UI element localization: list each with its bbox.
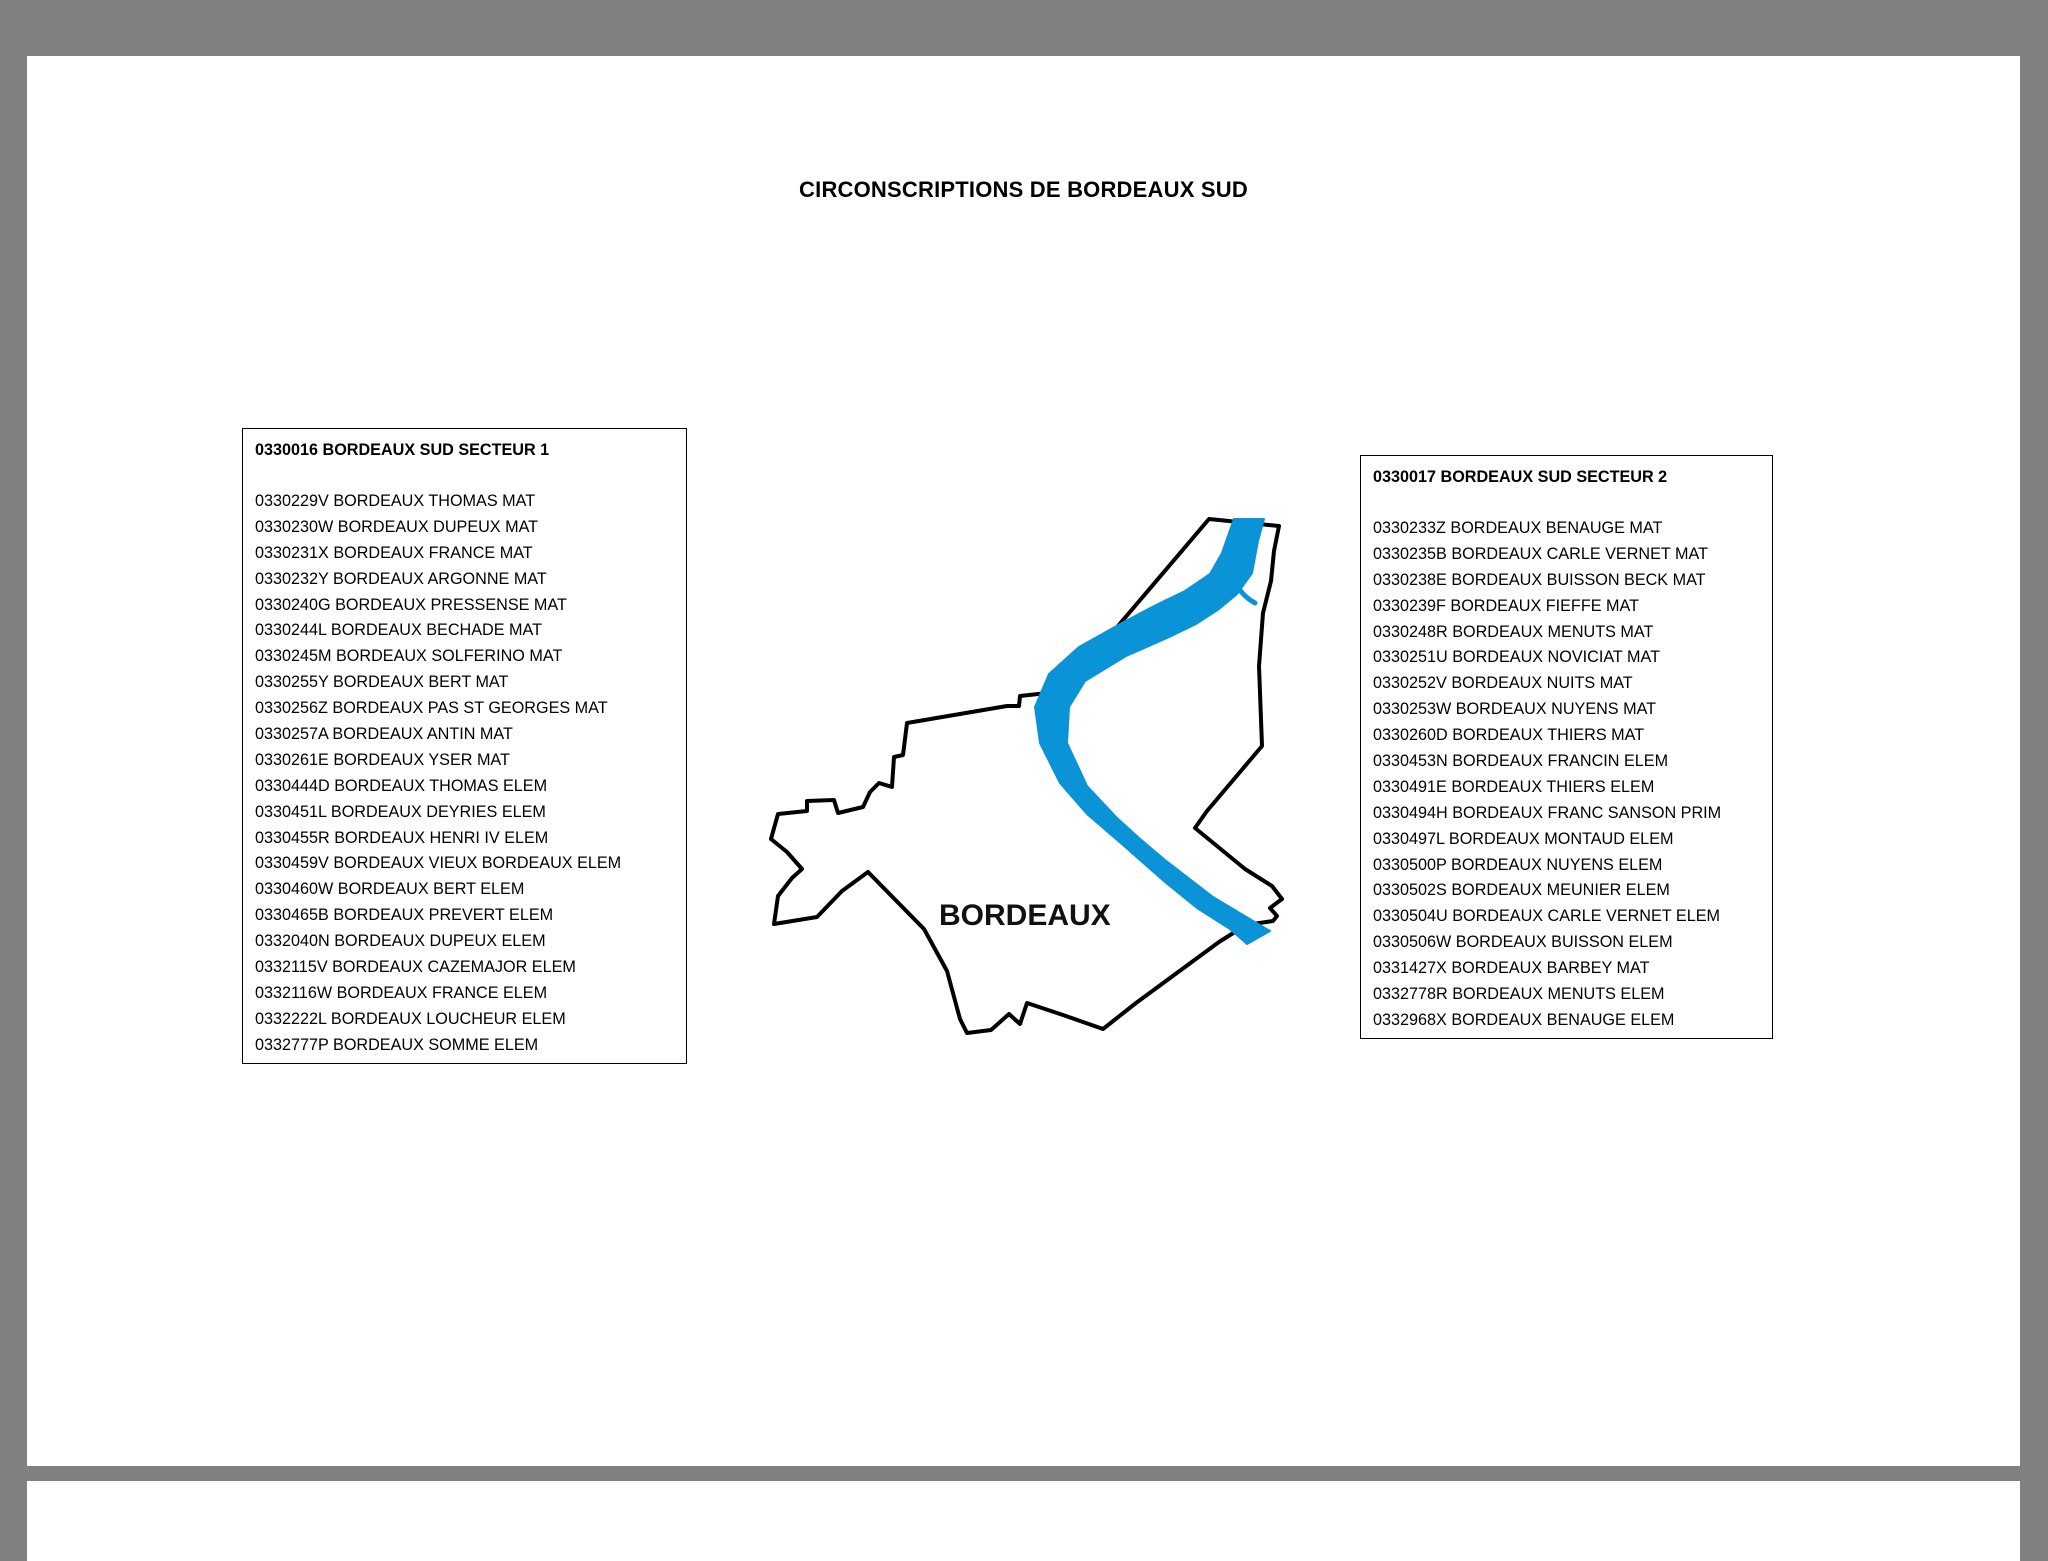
school-list-item: 0330248R BORDEAUX MENUTS MAT xyxy=(1373,622,1654,641)
sector-1-box xyxy=(242,428,687,1064)
school-list-item: 0330232Y BORDEAUX ARGONNE MAT xyxy=(255,569,547,588)
school-list-item: 0331427X BORDEAUX BARBEY MAT xyxy=(1373,959,1650,978)
school-list-item: 0330240G BORDEAUX PRESSENSE MAT xyxy=(255,595,567,614)
sector-1-heading: 0330016 BORDEAUX SUD SECTEUR 1 xyxy=(255,441,550,459)
school-list-item: 0330506W BORDEAUX BUISSON ELEM xyxy=(1373,933,1673,952)
school-list-item: 0330229V BORDEAUX THOMAS MAT xyxy=(255,492,536,510)
spacer xyxy=(1373,490,1760,516)
school-list-item: 0330253W BORDEAUX NUYENS MAT xyxy=(1373,700,1657,719)
document-page xyxy=(27,56,2020,1466)
school-list-item: 0330261E BORDEAUX YSER MAT xyxy=(255,750,510,769)
spacer xyxy=(255,463,674,489)
school-list-item: 0330257A BORDEAUX ANTIN MAT xyxy=(255,725,513,744)
sector-1-school-list xyxy=(255,489,674,1059)
school-list-item: 0330444D BORDEAUX THOMAS ELEM xyxy=(255,776,548,795)
school-list-item: 0330239F BORDEAUX FIEFFE MAT xyxy=(1373,596,1639,615)
school-list-item: 0332040N BORDEAUX DUPEUX ELEM xyxy=(255,932,546,951)
school-list-item: 0330230W BORDEAUX DUPEUX MAT xyxy=(255,517,539,536)
school-list-item: 0330260D BORDEAUX THIERS MAT xyxy=(1373,726,1645,745)
school-list-item: 0330252V BORDEAUX NUITS MAT xyxy=(1373,674,1633,693)
city-label: BORDEAUX xyxy=(939,899,1111,932)
map-svg xyxy=(767,511,1297,1126)
school-list-item: 0330497L BORDEAUX MONTAUD ELEM xyxy=(1373,829,1674,848)
page-title: CIRCONSCRIPTIONS DE BORDEAUX SUD xyxy=(799,177,1248,202)
sector-2-heading: 0330017 BORDEAUX SUD SECTEUR 2 xyxy=(1373,468,1668,486)
school-list-item: 0330245M BORDEAUX SOLFERINO MAT xyxy=(255,647,563,666)
school-list-item: 0330233Z BORDEAUX BENAUGE MAT xyxy=(1373,519,1663,537)
sector-2-school-list xyxy=(1373,516,1760,1034)
school-list-item: 0330494H BORDEAUX FRANC SANSON PRIM xyxy=(1373,803,1722,822)
school-list-item: 0332116W BORDEAUX FRANCE ELEM xyxy=(255,983,548,1002)
school-list-item: 0330231X BORDEAUX FRANCE MAT xyxy=(255,543,533,562)
school-list-item: 0330238E BORDEAUX BUISSON BECK MAT xyxy=(1373,570,1706,589)
school-list-item: 0330491E BORDEAUX THIERS ELEM xyxy=(1373,777,1655,796)
school-list-item: 0330504U BORDEAUX CARLE VERNET ELEM xyxy=(1373,907,1720,926)
bordeaux-map xyxy=(767,511,1297,1126)
school-list-item: 0330465B BORDEAUX PREVERT ELEM xyxy=(255,906,554,925)
school-list-item: 0330502S BORDEAUX MEUNIER ELEM xyxy=(1373,881,1670,900)
school-list-item: 0330251U BORDEAUX NOVICIAT MAT xyxy=(1373,648,1660,667)
school-list-item: 0332777P BORDEAUX SOMME ELEM xyxy=(255,1035,539,1054)
school-list-item: 0330256Z BORDEAUX PAS ST GEORGES MAT xyxy=(255,699,608,718)
school-list-item: 0330451L BORDEAUX DEYRIES ELEM xyxy=(255,802,546,821)
school-list-item: 0330455R BORDEAUX HENRI IV ELEM xyxy=(255,828,549,847)
school-list-item: 0330460W BORDEAUX BERT ELEM xyxy=(255,880,525,899)
school-list-item: 0332115V BORDEAUX CAZEMAJOR ELEM xyxy=(255,958,576,977)
school-list-item: 0332778R BORDEAUX MENUTS ELEM xyxy=(1373,985,1665,1004)
school-list-item: 0330255Y BORDEAUX BERT MAT xyxy=(255,673,509,692)
school-list-item: 0332968X BORDEAUX BENAUGE ELEM xyxy=(1373,1010,1675,1029)
school-list-item: 0330235B BORDEAUX CARLE VERNET MAT xyxy=(1373,544,1708,563)
school-list-item: 0330453N BORDEAUX FRANCIN ELEM xyxy=(1373,752,1669,771)
school-list-item: 0330244L BORDEAUX BECHADE MAT xyxy=(255,621,542,640)
school-list-item: 0332222L BORDEAUX LOUCHEUR ELEM xyxy=(255,1009,566,1028)
next-page-edge xyxy=(27,1481,2020,1561)
school-list-item: 0330459V BORDEAUX VIEUX BORDEAUX ELEM xyxy=(255,854,622,873)
school-list-item: 0330500P BORDEAUX NUYENS ELEM xyxy=(1373,855,1663,874)
sector-2-box xyxy=(1360,455,1773,1039)
